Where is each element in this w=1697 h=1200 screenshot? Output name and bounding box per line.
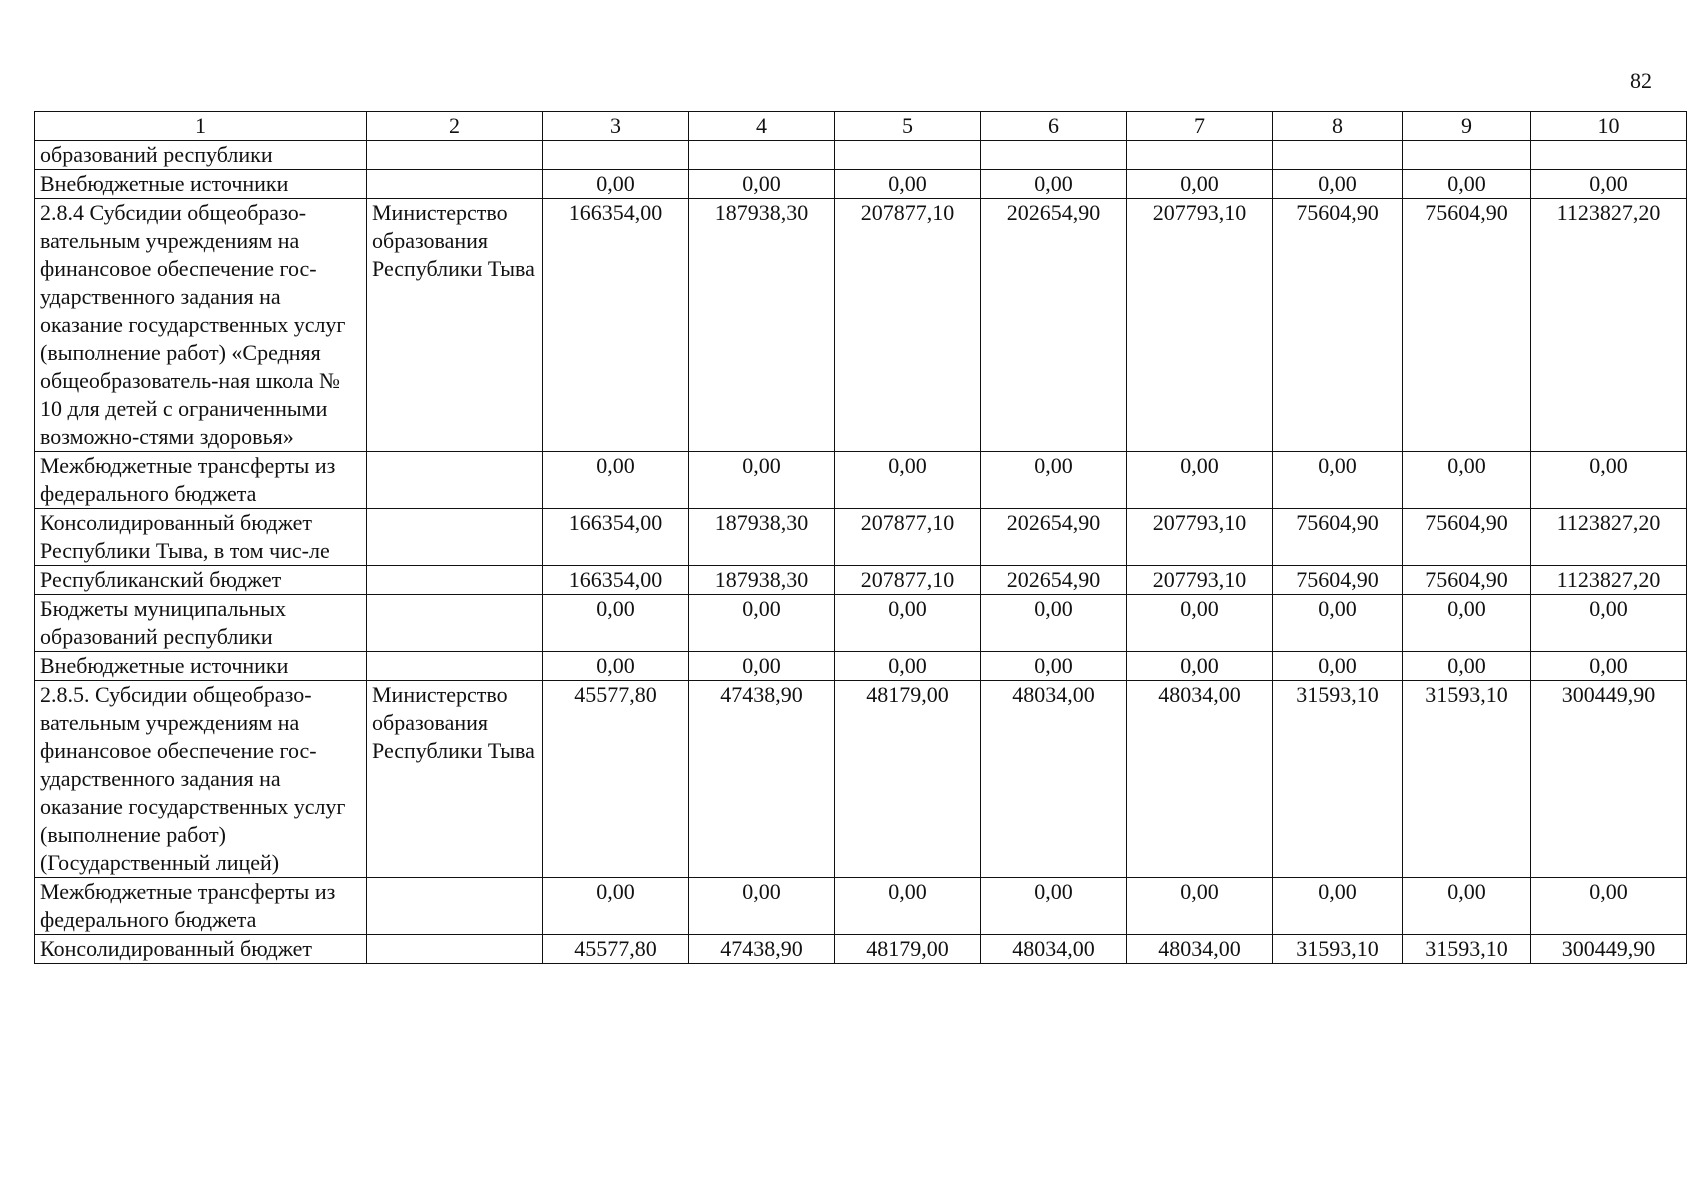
value-cell: 0,00	[543, 452, 689, 509]
column-number: 9	[1403, 112, 1531, 141]
row-label: образований республики	[35, 141, 367, 170]
row-organization: Министерство образования Республики Тыва	[367, 681, 543, 878]
value-cell: 1123827,20	[1531, 566, 1687, 595]
table-body	[35, 112, 1687, 964]
table-row	[35, 452, 1687, 509]
table-row	[35, 566, 1687, 595]
row-organization	[367, 509, 543, 566]
value-cell: 0,00	[1273, 452, 1403, 509]
value-cell: 47438,90	[689, 681, 835, 878]
value-cell: 0,00	[1403, 170, 1531, 199]
value-cell: 0,00	[689, 595, 835, 652]
value-cell: 0,00	[835, 595, 981, 652]
column-number-row	[35, 112, 1687, 141]
value-cell: 0,00	[543, 878, 689, 935]
value-cell: 0,00	[1127, 595, 1273, 652]
value-cell: 0,00	[835, 878, 981, 935]
value-cell	[981, 141, 1127, 170]
value-cell: 0,00	[1403, 878, 1531, 935]
value-cell: 0,00	[835, 170, 981, 199]
value-cell: 0,00	[1273, 652, 1403, 681]
value-cell: 75604,90	[1273, 509, 1403, 566]
row-label: Межбюджетные трансферты из федерального бюджета	[35, 452, 367, 509]
value-cell: 0,00	[1403, 595, 1531, 652]
value-cell: 31593,10	[1273, 935, 1403, 964]
value-cell: 0,00	[1531, 452, 1687, 509]
column-number: 2	[367, 112, 543, 141]
column-number: 4	[689, 112, 835, 141]
budget-table	[34, 111, 1687, 964]
value-cell	[1127, 141, 1273, 170]
value-cell	[1531, 141, 1687, 170]
row-organization: Министерство образования Республики Тыва	[367, 199, 543, 452]
value-cell: 0,00	[981, 452, 1127, 509]
value-cell: 207877,10	[835, 566, 981, 595]
value-cell: 1123827,20	[1531, 199, 1687, 452]
row-organization	[367, 595, 543, 652]
row-organization	[367, 141, 543, 170]
value-cell: 187938,30	[689, 199, 835, 452]
value-cell: 0,00	[1531, 652, 1687, 681]
table-row	[35, 681, 1687, 878]
value-cell: 0,00	[1273, 878, 1403, 935]
value-cell: 0,00	[835, 652, 981, 681]
value-cell: 0,00	[981, 595, 1127, 652]
value-cell	[835, 141, 981, 170]
value-cell: 166354,00	[543, 566, 689, 595]
value-cell: 0,00	[543, 652, 689, 681]
row-organization	[367, 566, 543, 595]
table-row	[35, 141, 1687, 170]
row-label: Внебюджетные источники	[35, 170, 367, 199]
value-cell: 45577,80	[543, 935, 689, 964]
value-cell: 0,00	[543, 595, 689, 652]
value-cell: 202654,90	[981, 566, 1127, 595]
row-organization	[367, 452, 543, 509]
value-cell: 0,00	[981, 878, 1127, 935]
value-cell: 0,00	[689, 652, 835, 681]
value-cell: 207877,10	[835, 199, 981, 452]
table-row	[35, 170, 1687, 199]
value-cell: 0,00	[1403, 652, 1531, 681]
value-cell: 300449,90	[1531, 681, 1687, 878]
value-cell: 0,00	[543, 170, 689, 199]
column-number: 7	[1127, 112, 1273, 141]
row-label: Бюджеты муниципальных образований республики	[35, 595, 367, 652]
value-cell: 0,00	[1531, 595, 1687, 652]
value-cell: 0,00	[689, 452, 835, 509]
table-row	[35, 878, 1687, 935]
column-number: 10	[1531, 112, 1687, 141]
value-cell: 207793,10	[1127, 566, 1273, 595]
value-cell: 75604,90	[1403, 199, 1531, 452]
value-cell: 0,00	[1531, 170, 1687, 199]
row-label: 2.8.4 Субсидии общеобразо-вательным учреждениям на финансовое обеспечение гос-ударственного задания на оказание государственных услуг (выполнение работ) «Средняя общеобразователь-ная школа № 10 для детей с ограниченными возможно-стями здоровья»	[35, 199, 367, 452]
value-cell: 0,00	[981, 170, 1127, 199]
table-row	[35, 652, 1687, 681]
row-organization	[367, 935, 543, 964]
row-organization	[367, 652, 543, 681]
value-cell: 166354,00	[543, 199, 689, 452]
value-cell: 48034,00	[981, 935, 1127, 964]
table-row	[35, 595, 1687, 652]
value-cell: 1123827,20	[1531, 509, 1687, 566]
value-cell: 0,00	[1403, 452, 1531, 509]
value-cell: 0,00	[689, 878, 835, 935]
value-cell: 48179,00	[835, 681, 981, 878]
row-label: Внебюджетные источники	[35, 652, 367, 681]
column-number: 6	[981, 112, 1127, 141]
table-row	[35, 199, 1687, 452]
value-cell: 187938,30	[689, 566, 835, 595]
value-cell: 75604,90	[1273, 566, 1403, 595]
value-cell: 202654,90	[981, 199, 1127, 452]
value-cell: 31593,10	[1403, 935, 1531, 964]
column-number: 3	[543, 112, 689, 141]
value-cell: 0,00	[835, 452, 981, 509]
value-cell: 300449,90	[1531, 935, 1687, 964]
value-cell: 0,00	[689, 170, 835, 199]
row-label: Консолидированный бюджет	[35, 935, 367, 964]
column-number: 5	[835, 112, 981, 141]
value-cell	[1403, 141, 1531, 170]
value-cell: 0,00	[1127, 452, 1273, 509]
value-cell: 0,00	[1127, 652, 1273, 681]
value-cell: 48034,00	[981, 681, 1127, 878]
value-cell: 48179,00	[835, 935, 981, 964]
value-cell: 0,00	[1273, 170, 1403, 199]
page-number: 82	[1630, 68, 1652, 93]
table-row	[35, 509, 1687, 566]
value-cell: 0,00	[1127, 170, 1273, 199]
value-cell: 0,00	[1531, 878, 1687, 935]
value-cell: 45577,80	[543, 681, 689, 878]
value-cell: 0,00	[1273, 595, 1403, 652]
value-cell: 75604,90	[1403, 509, 1531, 566]
value-cell: 0,00	[981, 652, 1127, 681]
row-label: 2.8.5. Субсидии общеобразо-вательным учреждениям на финансовое обеспечение гос-ударственного задания на оказание государственных услуг (выполнение работ) (Государственный лицей)	[35, 681, 367, 878]
value-cell	[1273, 141, 1403, 170]
row-label: Межбюджетные трансферты из федерального бюджета	[35, 878, 367, 935]
value-cell	[543, 141, 689, 170]
row-organization	[367, 878, 543, 935]
row-label: Консолидированный бюджет Республики Тыва, в том чис-ле	[35, 509, 367, 566]
value-cell: 207877,10	[835, 509, 981, 566]
value-cell: 207793,10	[1127, 199, 1273, 452]
column-number: 8	[1273, 112, 1403, 141]
value-cell: 207793,10	[1127, 509, 1273, 566]
value-cell: 75604,90	[1273, 199, 1403, 452]
value-cell: 47438,90	[689, 935, 835, 964]
table-row	[35, 935, 1687, 964]
value-cell: 48034,00	[1127, 681, 1273, 878]
value-cell: 48034,00	[1127, 935, 1273, 964]
value-cell: 0,00	[1127, 878, 1273, 935]
column-number: 1	[35, 112, 367, 141]
value-cell: 166354,00	[543, 509, 689, 566]
value-cell: 187938,30	[689, 509, 835, 566]
value-cell: 75604,90	[1403, 566, 1531, 595]
value-cell: 202654,90	[981, 509, 1127, 566]
row-organization	[367, 170, 543, 199]
value-cell: 31593,10	[1403, 681, 1531, 878]
row-label: Республиканский бюджет	[35, 566, 367, 595]
value-cell: 31593,10	[1273, 681, 1403, 878]
value-cell	[689, 141, 835, 170]
